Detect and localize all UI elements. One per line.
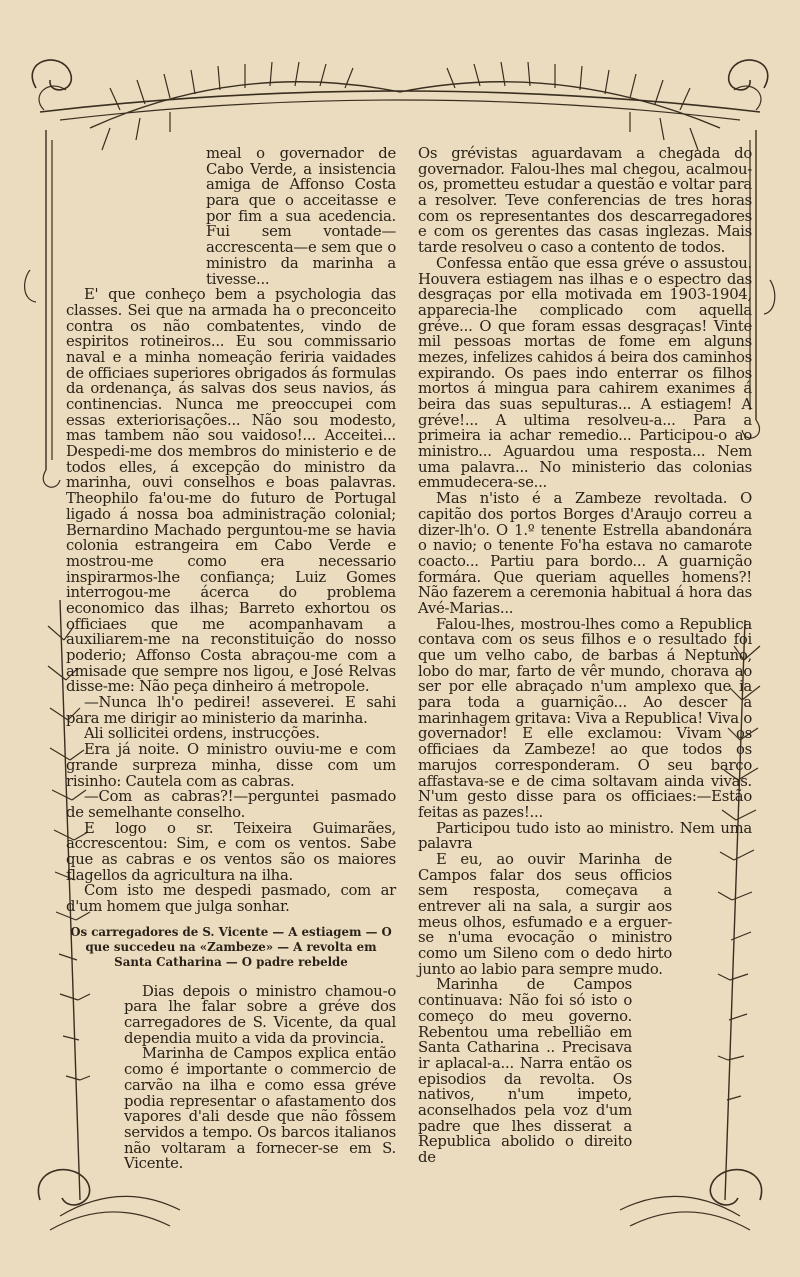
paragraph: —Nunca lh'o pedirei! asseverei. E sahi para me dirigir ao ministerio da marinha.	[66, 694, 396, 727]
bottom-scroll-left	[38, 1170, 180, 1230]
left-text-column	[66, 146, 396, 1172]
right-text-column	[418, 146, 752, 1166]
paragraph: Confessa então que essa gréve o assustou. Houvera estiagem nas ilhas e o espectro das desgraças por ella motivada em 1903-1904, apparecia-lhe complicado com aquella gréve... O que foram essas desgraças! Vinte mil pessoas mortas de fome em alguns mezes, infelizes cahidos á beira dos caminhos expirando. Os paes indo enterrar os filhos mortos á mingua para cahirem exanimes á beira das suas sepulturas... A estiagem! A gréve!... A ultima resolveu-a... Para a primeira ia achar remedio... Participou-o ao ministro... Aguardou uma resposta... Nem uma palavra... No ministerio das colonias emmudecera-se...	[418, 254, 752, 492]
paragraph: Dias depois o ministro chamou-o para lhe falar sobre a gréve dos carregadores de S. Vicente, da qual dependia muito a vida da provincia.	[124, 982, 396, 1047]
paragraph: Falou-lhes, mostrou-lhes como a Republica contava com os seus filhos e o resultado foi que um velho cabo, de barbas á Neptuno, lobo do mar, farto de vêr mundo, chorava ao ser por elle abraçado n'um amplexo que ia para toda a guarnição... Ao descer a marinhagem gritava: Viva a Republica! Viva o governador! E elle exclamou: Vivam os officiaes da Zambeze! ao que todos os marujos corresponderam. O seu barco affastava-se e de cima soltavam ainda vivas. N'um gesto disse para os officiaes:—Estão feitas as pazes!...	[418, 615, 752, 821]
corner-scroll-top-right	[729, 60, 768, 110]
corner-scroll-top-left	[32, 60, 71, 110]
paragraph: Marinha de Campos continuava: Não foi só isto o começo do meu governo. Rebentou uma rebellião em Santa Catharina .. Precisava ir aplacal-a... Narra então os episodios da revolta. Os nativos, n'um impeto, aconselhados pela voz d'um padre que lhes disserat a Republica abolido o direito de	[418, 976, 632, 1166]
bottom-scroll-right	[620, 1170, 762, 1230]
paragraph: Marinha de Campos explica então como é importante o commercio de carvão na ilha e como essa gréve podia representar o afastamento dos vapores d'ali desde que não fôssem servidos a tempo. Os barcos italianos não voltaram a fornecer-se em S. Vicente.	[124, 1045, 396, 1173]
paragraph: E eu, ao ouvir Marinha de Campos falar dos seus officios sem resposta, começava a entrever ali na sala, a surgir aos meus olhos, esfumado e a erguer-se n'uma evocação o ministro como um Sileno com o dedo hirto junto ao labio para sempre mudo.	[418, 850, 672, 978]
paragraph: Ali sollicitei ordens, instrucções.	[84, 725, 320, 743]
paragraph: meal o governador de Cabo Verde, a insistencia amiga de Affonso Costa para que o acceitasse e por fim a sua acedencia. Fui sem vontade—accrescenta—e sem que o ministro da marinha a tivesse...	[206, 145, 396, 288]
section-heading: Os carregadores de S. Vicente — A estiagem — O que succedeu na «Zambeze» — A revolta em Santa Catharina — O padre rebelde	[70, 924, 392, 969]
paragraph: Participou tudo isto ao ministro. Nem uma palavra	[418, 819, 752, 853]
paragraph: —Com as cabras?!—perguntei pasmado de semelhante conselho.	[66, 788, 396, 821]
paragraph: E logo o sr. Teixeira Guimarães, accrescentou: Sim, e com os ventos. Sabe que as cabras e os ventos são os maiores flagellos da agricultura na ilha.	[66, 819, 396, 884]
top-frond-decoration	[90, 62, 720, 150]
paragraph: Mas n'isto é a Zambeze revoltada. O capitão dos portos Borges d'Araujo correu a dizer-lh'o. O 1.º tenente Estrella abandonára o navio; o tenente Fo'ha estava no camarote coacto... Partiu para bordo... A guarnição formára. Que queriam aquelles homens?! Não fazerem a ceremonia habitual á hora das Avé-Marias...	[418, 490, 752, 617]
paragraph: Com isto me despedi pasmado, com ar d'um homem que julga sonhar.	[66, 882, 396, 915]
paragraph: Os grévistas aguardavam a chegada do governador. Falou-lhes mal chegou, acalmou-os, prometteu estudar a questão e voltar para a resolver. Teve conferencias de tres horas com os representantes dos descarregadores e com os gerentes das casas inglezas. Mais tarde resolveu o caso a contento de todos.	[418, 145, 752, 257]
paragraph: E' que conheço bem a psychologia das classes. Sei que na armada ha o preconceito contra os não combatentes, vindo de espiritos rotineiros... Eu sou commissario naval e a minha nomeação feriria vaidades de officiaes superiores obrigados ás formulas da ordenança, ás salvas dos seus navios, ás continencias. Nunca me preoccupei com essas exteriorisações... Não sou modesto, mas tambem não sou vaidoso!... Acceitei... Despedi-me dos membros do ministerio e de todos elles, á excepção do ministro da marinha, ouvi conselhos e boas palavras. Theophilo fa'ou-me do futuro de Portugal ligado á nossa boa administração colonial; Bernardino Machado perguntou-me se havia colonia estrangeira em Cabo Verde e mostrou-me como era necessario inspirarmos-lhe confiança; Luiz Gomes interrogou-me ácerca do problema economico das ilhas; Barreto exhortou os officiaes que me acompanhavam a auxiliarem-me na reconstituição do nosso poderio; Affonso Costa abraçou-me com a amisade que sempre nos ligou, e José Relvas disse-me: Não peça dinheiro á metropole.	[66, 286, 396, 696]
paragraph: Era já noite. O ministro ouviu-me e com grande surpreza minha, disse com um risinho: Cautela com as cabras.	[66, 741, 396, 790]
